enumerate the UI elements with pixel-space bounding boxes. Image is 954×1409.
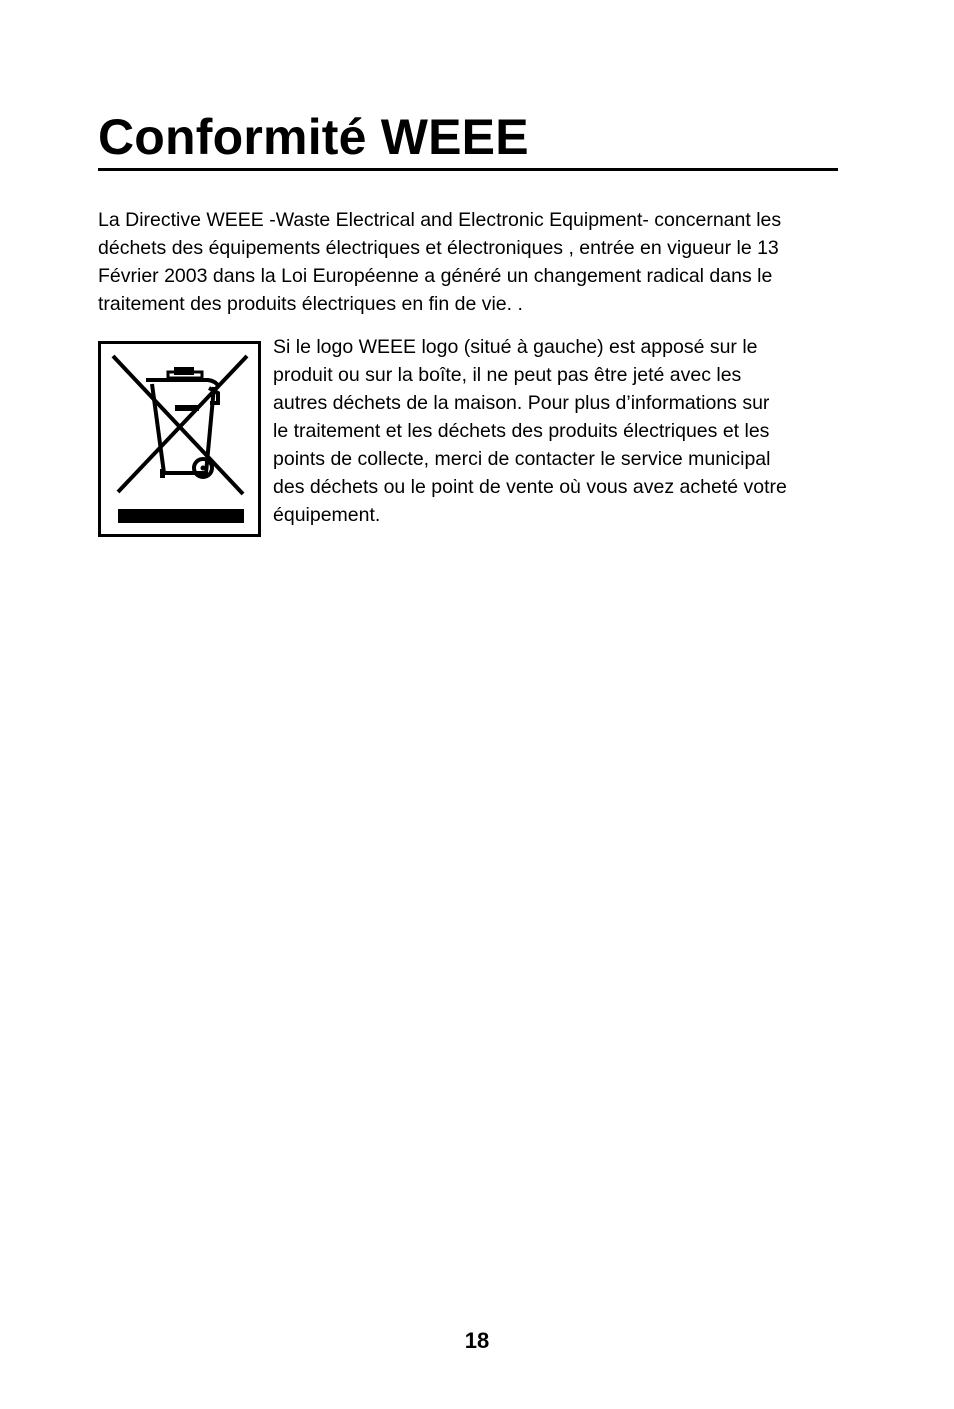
title-divider	[98, 168, 838, 171]
page-number: 18	[464, 1328, 490, 1353]
intro-paragraph: La Directive WEEE -Waste Electrical and Electronic Equipment- concernant les déchets des équipements électriques et électroniques , entrée en vigueur le 13 Février 2003 dans la Loi Européenne a généré un changement radical dans le traitement des produits électriques en fin de vie. .	[98, 209, 782, 315]
page-title: Conformité WEEE	[98, 109, 529, 165]
crossed-out-wheelie-bin-icon	[98, 341, 261, 537]
weee-logo-notice: Si le logo WEEE logo (situé à gauche) est apposé sur le produit ou sur la boîte, il ne peut pas être jeté avec les autres déchets de la maison. Pour plus d’informations sur le traitement et les déchets des produits électriques et les points de collecte, merci de contacter le service municipal des déchets ou le point de vente où vous avez acheté votre équipement.	[273, 336, 787, 526]
